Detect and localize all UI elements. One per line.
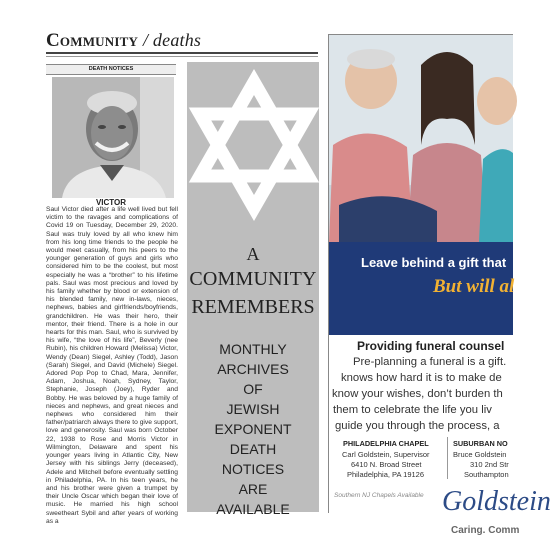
archive-line: ARCHIVES xyxy=(217,361,289,377)
funeral-home-ad xyxy=(328,34,551,536)
header-rule-thin xyxy=(46,56,318,57)
archive-line: MONTHLY xyxy=(219,341,287,357)
chapel1-line: Philadelphia, PA 19126 xyxy=(347,470,425,479)
header-rule xyxy=(46,52,318,54)
southern-nj-note: Southern NJ Chapels Available xyxy=(334,492,424,499)
chapel1-line: Carl Goldstein, Supervisor xyxy=(342,450,430,459)
archive-line: ARE xyxy=(238,481,268,497)
ad-body-line: Pre-planning a funeral is a gift. xyxy=(353,356,507,368)
panel-line-remembers: REMEMBERS xyxy=(191,296,315,318)
panel-line-a: A xyxy=(246,244,260,264)
archive-line: EXPONENT xyxy=(214,421,292,437)
archive-line: AVAILABLE xyxy=(216,501,290,517)
section-header xyxy=(46,30,201,52)
ad-banner-line1: Leave behind a gift that xyxy=(361,255,507,270)
death-notices-label: DEATH NOTICES xyxy=(46,64,176,75)
chapel2-line: Bruce Goldstein xyxy=(453,450,507,459)
ad-body-line: know your wishes, don’t burden th xyxy=(332,388,503,400)
section-subtitle: / deaths xyxy=(143,30,202,50)
archive-line: JEWISH xyxy=(226,401,280,417)
obituary-name: VICTOR xyxy=(95,198,127,207)
archive-line: DEATH xyxy=(229,441,277,457)
ad-body-line: knows how hard it is to make de xyxy=(341,372,502,384)
ad-providing-heading: Providing funeral counsel xyxy=(357,339,505,353)
obituary-text: Saul Victor died after a life well lived but fell victim to the ravages and complications of Covid 19 on Tuesday, December 29, 2020. Saul was truly loved by all who knew him from his long time friends to the people he would meet casually, from his peers to the younger generation of guys and girls who considered him to be the coolest, but most especially he was a “brother” to his lifetime pals. Saul was most precious and loved by his family whether by blood or extension of his blended family, new in-laws, nieces, nephews, babies and girlfriends/boyfriends, grandchildren. He was their hero, their mentor, their friend. There is a hole in our hearts for this man. Saul, who is survived by his wife, “the love of his life”, Beverly (nee Rubin), his children Howard (Melissa) Victor, Wendy (Dean) Siegel, Ashley (Todd), Jason (Sarah) Siegel, and David (Michele) Siegel. Adored Pop Pop to Chad, Mara, Jennifer, Adam, Joshua, Noah, Sydney, Taylor, Stephanie, Joseph (Joey), Ryder and Bobby. He was beloved by a huge family of nieces and nephews, and great nieces and nephews who considered him their father/patriarch always there to give support, love and generosity. Saul was born October 22, 1938 to Rose and Morris Victor in Wilmington, Delaware and spent his younger years living in Atlantic City, New Jersey with his siblings Jerry (deceased), Adele and Mitchell before eventually settling in Philadelphia, PA. In his teen years, he and his brother were given a trumpet by their Uncle Oscar which began their love of music. He married his high school sweetheart Sybil and after years of working as a xyxy=(46,206,178,525)
chapel1-heading: PHILADELPHIA CHAPEL xyxy=(343,439,429,448)
chapel-divider xyxy=(447,437,448,479)
ad-family-photo xyxy=(329,35,513,242)
ad-banner xyxy=(329,242,513,335)
section-title: Community xyxy=(46,30,139,51)
goldsteins-logo: Goldstein xyxy=(442,486,551,517)
chapel2-heading: SUBURBAN NO xyxy=(453,439,508,448)
chapel2-line: 310 2nd Str xyxy=(470,460,509,469)
ad-body-line: them to celebrate the life you liv xyxy=(333,404,492,416)
chapel2-line: Southampton xyxy=(464,470,509,479)
panel-line-community: COMMUNITY xyxy=(189,268,317,290)
panel-archive-text xyxy=(187,339,319,519)
ad-banner-line2: But will al xyxy=(433,276,515,297)
ad-tagline: Caring. Comm xyxy=(451,525,520,536)
archive-line: NOTICES xyxy=(221,461,285,477)
archive-line: OF xyxy=(243,381,263,397)
ad-body-line: guide you through the process, a xyxy=(335,420,500,432)
chapel1-line: 6410 N. Broad Street xyxy=(351,460,422,469)
star-of-david-icon xyxy=(196,78,312,212)
obituary-photo xyxy=(52,77,174,198)
